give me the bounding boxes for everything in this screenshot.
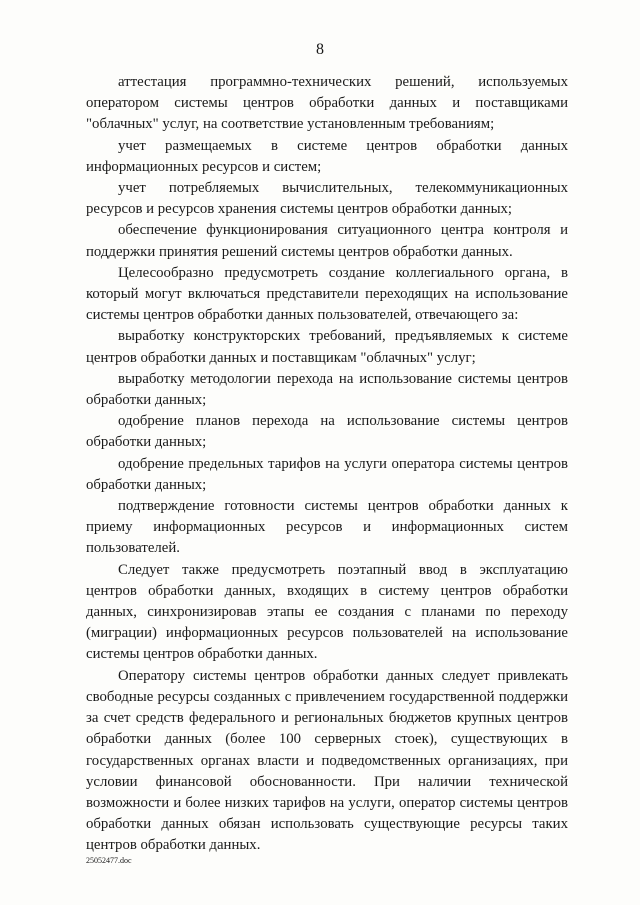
paragraph: выработку конструкторских требований, предъявляемых к системе центров обработки данных и поставщикам "облачных" услуг; xyxy=(86,328,568,366)
paragraph: Следует также предусмотреть поэтапный ввод в эксплуатацию центров обработки данных, входящих в систему центров обработки данных, синхронизировав этапы ее создания с планами по переходу (миграции) информационных ресурсов пользователей на использование системы центров обработки данных. xyxy=(86,561,568,663)
paragraph: одобрение предельных тарифов на услуги оператора системы центров обработки данных; xyxy=(86,455,568,493)
paragraph: обеспечение функционирования ситуационного центра контроля и поддержки принятия решений системы центров обработки данных. xyxy=(86,222,568,260)
paragraph: учет размещаемых в системе центров обработки данных информационных ресурсов и систем; xyxy=(86,137,568,175)
paragraph: Целесообразно предусмотреть создание коллегиального органа, в который могут включаться представители переходящих на использование системы центров обработки данных пользователей, отвечающего за: xyxy=(86,264,568,324)
paragraph: выработку методологии перехода на использование системы центров обработки данных; xyxy=(86,370,568,409)
paragraph: одобрение планов перехода на использование системы центров обработки данных; xyxy=(86,413,568,451)
paragraph: учет потребляемых вычислительных, телекоммуникационных ресурсов и ресурсов хранения системы центров обработки данных; xyxy=(86,180,568,218)
page-number: 8 xyxy=(316,41,324,58)
document-body xyxy=(86,72,568,857)
paragraph: Оператору системы центров обработки данных следует привлекать свободные ресурсы созданных с привлечением государственной поддержки за счет средств федерального и региональных бюджетов крупных центров обработки данных (более 100 серверных стоек), существующих в государственных органах власти и подведомственных организациях, при условии финансовой обоснованности. При наличии технической возможности и более низких тарифов на услуги, оператор системы центров обработки данных обязан использовать существующие ресурсы таких центров обработки данных. xyxy=(86,667,568,854)
footer-filename: 25052477.doc xyxy=(86,856,132,865)
paragraph: подтверждение готовности системы центров обработки данных к приему информационных ресурсов и информационных систем пользователей. xyxy=(86,498,568,557)
paragraph: аттестация программно-технических решений, используемых оператором системы центров обработки данных и поставщиками "облачных" услуг, на соответствие установленным требованиям; xyxy=(86,74,568,133)
